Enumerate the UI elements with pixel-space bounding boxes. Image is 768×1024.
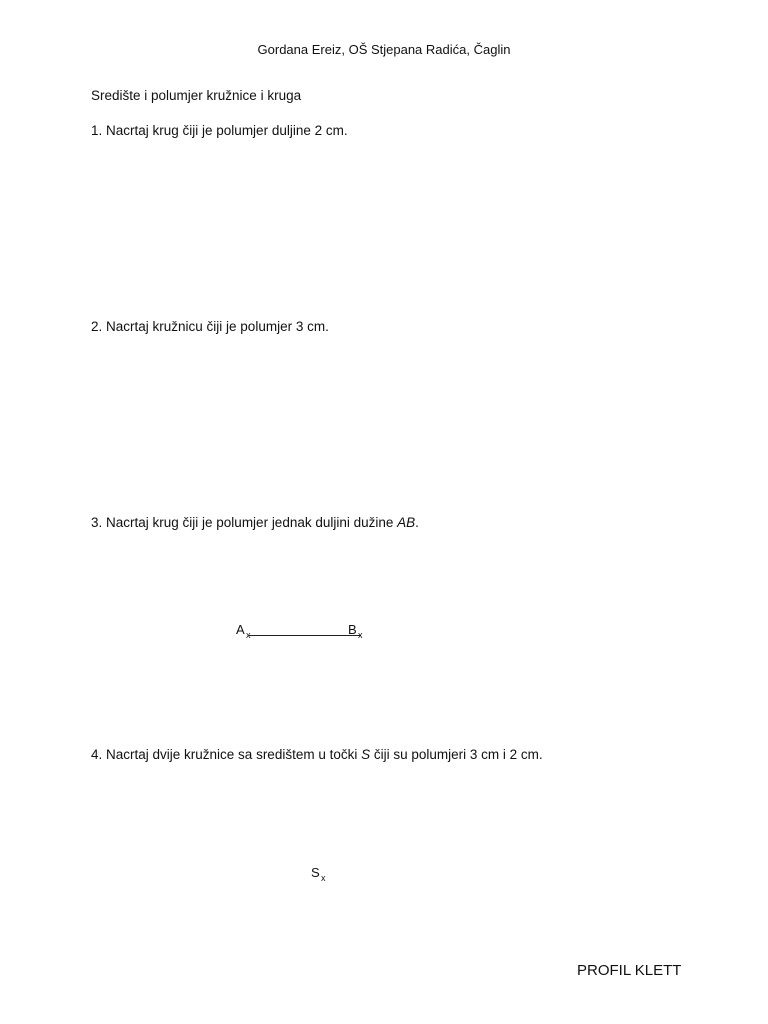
task-3-text: 3. Nacrtaj krug čiji je polumjer jednak duljini dužine — [91, 515, 398, 530]
author-header: Gordana Ereiz, OŠ Stjepana Radića, Čaglin — [257, 42, 511, 57]
point-a-mark: x — [246, 630, 251, 640]
task-3-segment-name: AB — [397, 515, 416, 530]
point-b-label: B — [348, 622, 357, 637]
task-2: 2. Nacrtaj kružnicu čiji je polumjer 3 cm. — [91, 319, 329, 334]
task-1: 1. Nacrtaj krug čiji je polumjer duljine 2 cm. — [91, 123, 348, 138]
worksheet-title: Središte i polumjer kružnice i kruga — [91, 88, 302, 103]
task-3 — [91, 514, 419, 531]
publisher-footer: PROFIL KLETT — [577, 962, 682, 979]
task-4-point-name: S — [361, 747, 371, 762]
point-b-mark: x — [358, 630, 363, 640]
segment-line — [249, 635, 361, 636]
point-a-label: A — [236, 622, 245, 637]
point-s-label: S — [311, 865, 320, 880]
point-s-mark: x — [321, 873, 326, 883]
task-4-text: 4. Nacrtaj dvije kružnice sa središtem u točki — [91, 747, 362, 762]
task-4-text-end: čiji su polumjeri 3 cm i 2 cm. — [370, 747, 543, 762]
task-4 — [91, 746, 543, 763]
task-3-period: . — [415, 515, 419, 530]
